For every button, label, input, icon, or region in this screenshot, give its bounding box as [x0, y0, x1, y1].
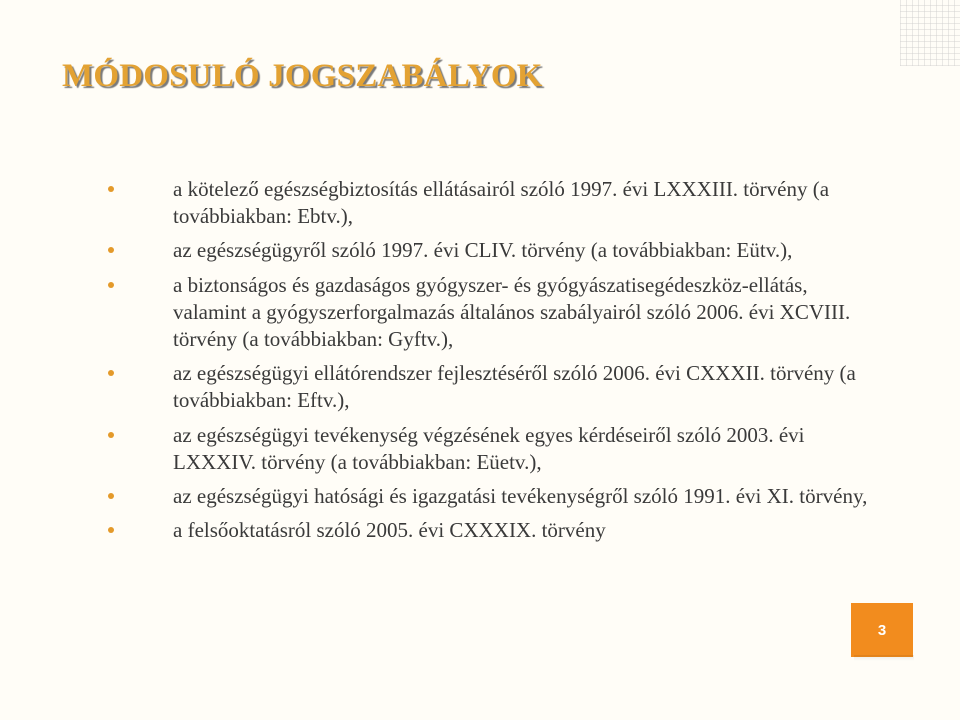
list-item-text: az egészségügyi ellátórendszer fejlesztéséről szóló 2006. évi CXXXII. törvény (a továbbiakban: Eftv.),: [173, 361, 856, 413]
list-item-text: a kötelező egészségbiztosítás ellátásairól szóló 1997. évi LXXXIII. törvény (a továbbiakban: Ebtv.),: [173, 177, 830, 229]
bullet-dot-icon: [108, 432, 114, 438]
list-item-text: a felsőoktatásról szóló 2005. évi CXXXIX. törvény: [173, 518, 606, 543]
page-number-badge: [851, 603, 913, 657]
list-item-text: az egészségügyről szóló 1997. évi CLIV. törvény (a továbbiakban: Eütv.),: [173, 238, 793, 263]
law-list: [108, 176, 868, 551]
list-item: [108, 176, 868, 230]
list-item-text: az egészségügyi tevékenység végzésének egyes kérdéseiről szóló 2003. évi LXXXIV. törvény (a továbbiakban: Eüetv.),: [173, 422, 805, 474]
list-item: [108, 517, 868, 544]
list-item: [108, 237, 868, 264]
list-item-text: az egészségügyi hatósági és igazgatási tevékenységről szóló 1991. évi XI. törvény,: [173, 484, 868, 509]
bullet-dot-icon: [108, 282, 114, 288]
list-item: [108, 422, 868, 476]
badge-shadow: [854, 655, 914, 661]
bullet-dot-icon: [108, 527, 114, 533]
bullet-dot-icon: [108, 370, 114, 376]
list-item-text: a biztonságos és gazdaságos gyógyszer- és gyógyászatisegédeszköz-ellátás, valamint a gyógyszerforgalmazás általános szabályairól szóló 2006. évi XCVIII. törvény (a továbbiakban: Gyftv.),: [173, 272, 851, 352]
corner-grid-decoration: [900, 0, 960, 66]
list-item: [108, 360, 868, 414]
bullet-dot-icon: [108, 186, 114, 192]
page-number: 3: [877, 621, 887, 639]
bullet-dot-icon: [108, 247, 114, 253]
list-item: [108, 272, 868, 354]
list-item: [108, 483, 868, 510]
bullet-dot-icon: [108, 493, 114, 499]
slide-title: MÓDOSULÓ JOGSZABÁLYOK: [62, 58, 543, 94]
